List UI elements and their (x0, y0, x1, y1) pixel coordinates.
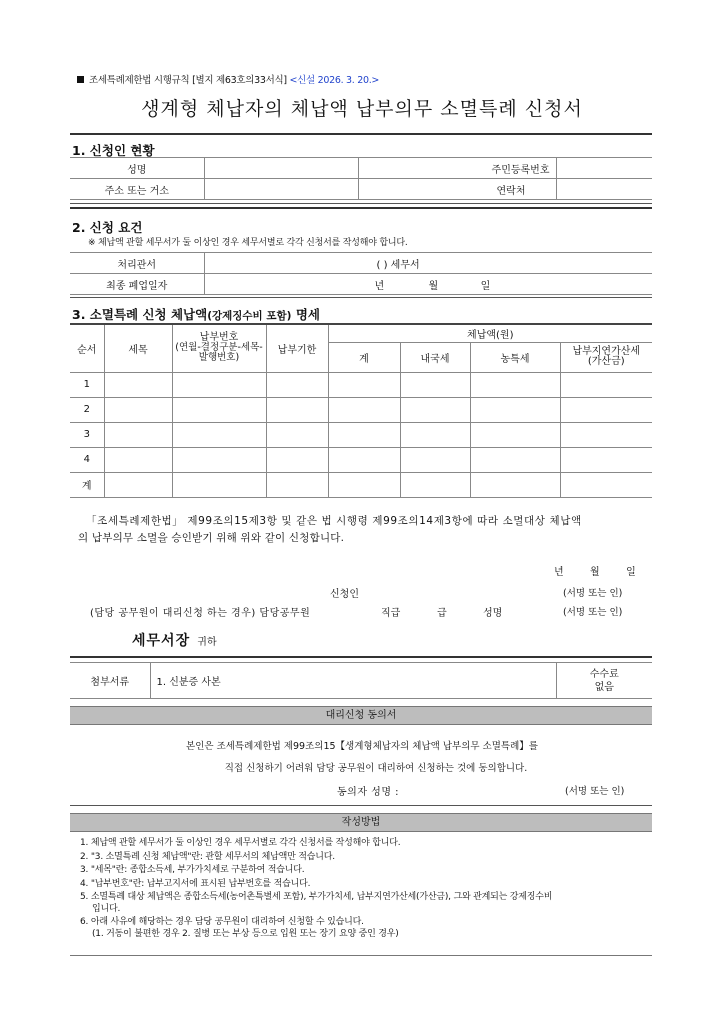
address-field[interactable] (204, 179, 358, 200)
table-row (70, 472, 652, 497)
table-cell[interactable] (172, 422, 266, 447)
col-domestic: 내국세 (400, 342, 470, 372)
table-cell[interactable] (560, 472, 652, 497)
col-total: 계 (328, 342, 400, 372)
method-item: 2. "3. 소멸특례 신청 체납액"란: 관할 세무서의 체납액만 적습니다. (80, 851, 335, 862)
table-cell[interactable] (560, 422, 652, 447)
consent-line1: 본인은 조세특례제한법 제99조의15【생계형체납자의 체납액 납부의무 소멸특례】를 (186, 741, 538, 752)
fee-label: 수수료 (589, 668, 619, 680)
col-penalty-sub: (가산금) (587, 356, 625, 367)
table-cell[interactable] (266, 372, 328, 397)
method-item: 3. "세목"란: 종합소득세, 부가가치세로 구분하여 적습니다. (80, 865, 305, 875)
col-payment-number (172, 324, 266, 372)
table-cell[interactable] (172, 447, 266, 472)
office-field[interactable]: ( ) 세무서 (204, 253, 652, 274)
col-no: 순서 (70, 324, 104, 372)
addressee-name: 세무서장 (132, 633, 191, 649)
table-cell[interactable] (104, 397, 172, 422)
fee-value: 없음 (594, 681, 614, 693)
page-title: 생계형 체납자의 체납액 납부의무 소멸특례 신청서 (141, 98, 583, 120)
method-item: 4. "납부번호"란: 납부고지서에 표시된 납부번호를 적습니다. (80, 878, 311, 889)
table-cell[interactable] (470, 472, 560, 497)
proxy-grade: 급 (437, 608, 447, 619)
section3-heading (72, 305, 320, 323)
consent-title: 대리신청 동의서 (70, 706, 652, 725)
table-cell[interactable] (104, 447, 172, 472)
col-payment-number-sub: (연월-결정구분-세목-발행번호) (175, 342, 263, 364)
attachment-table (70, 662, 652, 699)
applicant-label: 신청인 (330, 589, 359, 600)
section1-heading: 1. 신청인 현황 (72, 143, 155, 158)
table-cell[interactable] (400, 397, 470, 422)
consent-signature[interactable]: (서명 또는 인) (565, 786, 625, 797)
section3-heading-tail: 명세 (295, 307, 320, 322)
table-cell[interactable] (470, 447, 560, 472)
form-reference (77, 72, 379, 86)
col-amount-group: 체납액(원) (328, 324, 652, 342)
row-number: 계 (70, 472, 104, 497)
section3-heading-paren: (강제징수비 포함) (207, 310, 292, 322)
proxy-signature[interactable]: (서명 또는 인) (563, 607, 623, 618)
applicant-table (70, 157, 652, 200)
table-cell[interactable] (266, 472, 328, 497)
office-label: 처리관서 (70, 253, 204, 274)
closure-date-field[interactable] (204, 274, 652, 295)
table-cell[interactable] (172, 372, 266, 397)
divider (70, 297, 652, 298)
table-cell[interactable] (328, 397, 400, 422)
divider (70, 656, 652, 658)
table-cell[interactable] (328, 447, 400, 472)
table-cell[interactable] (400, 422, 470, 447)
divider (70, 207, 652, 209)
table-cell[interactable] (172, 397, 266, 422)
rrn-field[interactable] (556, 158, 652, 179)
addressee (132, 630, 217, 650)
name-label: 성명 (70, 158, 204, 179)
table-cell[interactable] (266, 447, 328, 472)
method-list (80, 838, 552, 940)
table-cell[interactable] (328, 422, 400, 447)
rrn-label: 주민등록번호 (358, 158, 556, 179)
table-cell[interactable] (328, 472, 400, 497)
col-penalty (560, 342, 652, 372)
apply-day: 일 (626, 567, 636, 578)
name-field[interactable] (204, 158, 358, 179)
section2-heading: 2. 신청 요건 (72, 220, 143, 235)
col-tax: 세목 (104, 324, 172, 372)
table-cell[interactable] (104, 472, 172, 497)
statement-text (78, 513, 648, 547)
new-mark: <신설 2026. 3. 20.> (289, 75, 380, 86)
table-cell[interactable] (104, 372, 172, 397)
divider (70, 955, 652, 956)
table-row (70, 397, 652, 422)
section3-heading-main: 3. 소멸특례 신청 체납액 (72, 307, 208, 322)
table-cell[interactable] (266, 422, 328, 447)
form-ref-text: 조세특례제한법 시행규칙 [별지 제63호의33서식] (89, 75, 287, 86)
table-cell[interactable] (400, 447, 470, 472)
table-row (70, 422, 652, 447)
method-item: 6. 아래 사유에 해당하는 경우 담당 공무원이 대리하여 신청할 수 있습니다. (80, 917, 364, 927)
addressee-suffix: 귀하 (197, 637, 217, 648)
table-cell[interactable] (104, 422, 172, 447)
table-cell[interactable] (400, 372, 470, 397)
table-cell[interactable] (266, 397, 328, 422)
method-item: 5. 소멸특례 대상 체납액은 종합소득세(농어촌특별세 포함), 부가가치세, 납부지연가산세(가산금), 그와 관계되는 강제징수비 (80, 892, 553, 902)
attachment-item: 1. 신분증 사본 (150, 663, 556, 699)
row-number: 4 (70, 447, 104, 472)
method-item: (1. 거동이 불편한 경우 2. 질병 또는 부상 등으로 입원 또는 장기 요양 중인 경우) (92, 928, 399, 939)
col-due-date: 납부기한 (266, 324, 328, 372)
apply-month: 월 (590, 567, 600, 578)
fee-cell (556, 663, 652, 699)
table-cell[interactable] (560, 397, 652, 422)
row-number: 1 (70, 372, 104, 397)
col-rural: 농특세 (470, 342, 560, 372)
proxy-position: 직급 (381, 608, 401, 619)
year-label: 년 (374, 280, 385, 292)
address-label: 주소 또는 거소 (70, 179, 204, 200)
applicant-signature[interactable]: (서명 또는 인) (563, 588, 623, 599)
table-cell[interactable] (172, 472, 266, 497)
month-label: 월 (428, 280, 439, 292)
row-number: 2 (70, 397, 104, 422)
table-cell[interactable] (560, 372, 652, 397)
method-item: 1. 체납액 관할 세무서가 둘 이상인 경우 세무서별로 각각 신청서를 작성해야 합니다. (80, 838, 401, 848)
apply-year: 년 (554, 567, 564, 578)
table-cell[interactable] (400, 472, 470, 497)
row-number: 3 (70, 422, 104, 447)
arrears-table (70, 323, 652, 498)
table-cell[interactable] (328, 372, 400, 397)
method-title: 작성방법 (70, 813, 652, 832)
consent-signer-label: 동의자 성명 : (337, 787, 400, 798)
contact-field[interactable] (556, 179, 652, 200)
consent-line2: 직접 신청하기 어려워 담당 공무원이 대리하여 신청하는 것에 동의합니다. (224, 763, 528, 774)
col-payment-number-title: 납부번호 (199, 332, 239, 344)
divider (70, 805, 652, 806)
table-cell[interactable] (470, 397, 560, 422)
divider (70, 133, 652, 135)
closure-date-label: 최종 폐업일자 (70, 274, 204, 295)
table-cell[interactable] (470, 372, 560, 397)
proxy-official-label: (담당 공무원이 대리신청 하는 경우) 담당공무원 (90, 608, 311, 619)
requirement-table (70, 252, 652, 295)
table-cell[interactable] (470, 422, 560, 447)
table-row (70, 447, 652, 472)
apply-date[interactable] (554, 563, 636, 578)
table-cell[interactable] (560, 447, 652, 472)
attachment-label: 첨부서류 (70, 663, 150, 699)
proxy-name: 성명 (483, 608, 503, 619)
divider (70, 203, 652, 204)
statement-line1: 「조세특례제한법」 제99조의15제3항 및 같은 법 시행령 제99조의14제3항에 따라 소멸대상 체납액 (86, 515, 582, 527)
section2-note: ※ 체납액 관할 세무서가 둘 이상인 경우 세무서별로 각각 신청서를 작성해야 합니다. (88, 238, 408, 248)
square-bullet-icon (77, 76, 84, 83)
col-penalty-title: 납부지연가산세 (572, 346, 641, 357)
contact-label: 연락처 (358, 179, 556, 200)
day-label: 일 (480, 280, 491, 292)
table-row (70, 372, 652, 397)
statement-line2: 의 납부의무 소멸을 승인받기 위해 위와 같이 신청합니다. (78, 532, 345, 544)
method-item: 입니다. (92, 903, 121, 914)
